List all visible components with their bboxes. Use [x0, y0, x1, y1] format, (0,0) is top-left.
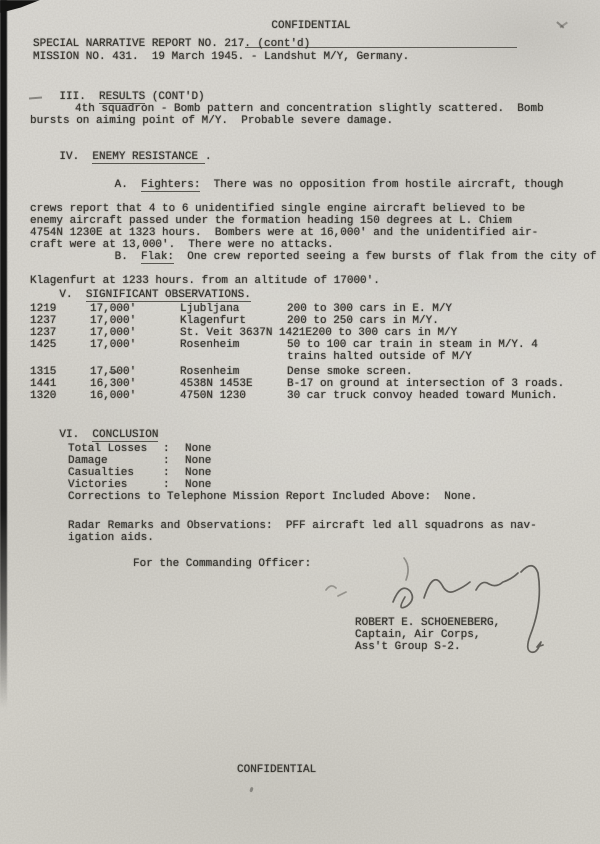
observation-remarks: 200 to 300 cars in M/Y — [312, 327, 458, 339]
observation-time: 1219 — [30, 303, 57, 315]
fighters-first-line — [75, 167, 564, 203]
observation-row — [30, 339, 594, 363]
section-results-suffix: (CONT'D) — [145, 91, 205, 103]
section-results-number: III. — [59, 91, 100, 103]
flak-paragraph-line: Klagenfurt at 1233 hours. from an altitude of 17000'. — [30, 275, 380, 287]
observation-location: Klagenfurt — [180, 315, 247, 327]
observation-remarks: Dense smoke screen. — [287, 366, 413, 378]
scan-comma-mark — [249, 787, 253, 793]
observation-altitude: 17,500' — [90, 366, 137, 378]
conclusion-item — [68, 455, 477, 467]
section-results-title: RESULTS — [99, 91, 146, 103]
conclusion-item-label: Total Losses — [68, 443, 148, 455]
radar-remarks — [68, 520, 537, 544]
observation-remarks: 30 car truck convoy headed toward Munich. — [287, 390, 558, 402]
observation-row — [30, 303, 594, 315]
conclusion-item-label: Damage — [68, 455, 108, 467]
signature-block — [355, 617, 500, 653]
observation-time: 1237 — [30, 327, 57, 339]
observations-table — [30, 303, 594, 402]
conclusion-item-label: Casualties — [68, 467, 135, 479]
report-header — [33, 38, 409, 64]
observation-location: Rosenheim — [180, 366, 240, 378]
results-paragraph — [30, 103, 544, 127]
classification-top-text: CONFIDENTIAL — [271, 20, 351, 32]
conclusion-item-colon: : — [163, 467, 170, 479]
observation-time: 1320 — [30, 390, 57, 402]
section-conclusion-number: VI. — [59, 429, 93, 441]
observation-location: Rosenheim — [180, 339, 240, 351]
signature-salutation: For the Commanding Officer: — [133, 558, 312, 570]
observation-location: 4538N 1453E — [180, 378, 253, 390]
conclusion-item-label: Victories — [68, 479, 128, 491]
observation-remarks: B-17 on ground at intersection of 3 roads. — [287, 378, 565, 390]
mission-line: MISSION NO. 431. 19 March 1945. - Landshut M/Y, Germany. — [33, 51, 410, 63]
section-conclusion-title: CONCLUSION — [92, 429, 159, 441]
fighters-item-letter: A. — [114, 179, 142, 191]
conclusion-item-value: None — [185, 467, 212, 479]
flak-first-line — [75, 239, 597, 275]
observation-altitude: 17,000' — [90, 327, 137, 339]
observation-remarks: 200 to 250 cars in M/Y. — [287, 315, 439, 327]
observation-row — [30, 390, 594, 402]
conclusion-item — [68, 443, 477, 455]
signer-role: Ass't Group S-2. — [355, 641, 461, 653]
conclusion-item — [68, 479, 477, 491]
conclusion-item — [68, 467, 477, 479]
fighters-paragraph-line: enemy aircraft passed under the formation heading 150 degrees at L. Chiem — [30, 215, 512, 227]
radar-remarks-line: igation aids. — [68, 532, 154, 544]
report-title-line: SPECIAL NARRATIVE REPORT NO. 217. (cont'd) — [33, 38, 311, 50]
signer-rank: Captain, Air Corps, — [355, 629, 481, 641]
observation-time: 1425 — [30, 339, 57, 351]
conclusion-item-colon: : — [163, 479, 170, 491]
section-enemy-title: ENEMY RESISTANCE — [92, 151, 205, 164]
flak-intro-text: One crew reported seeing a few bursts of flak from the city of — [174, 251, 597, 263]
fighters-keyword: Fighters: — [141, 179, 201, 191]
section-observations-title: SIGNIFICANT OBSERVATIONS. — [85, 289, 251, 301]
conclusion-item-value: None — [185, 455, 212, 467]
conclusion-list — [68, 443, 477, 503]
observation-remarks: 200 to 300 cars in E. M/Y — [287, 303, 453, 315]
conclusion-item-colon: : — [163, 443, 170, 455]
fighters-intro-text: There was no opposition from hostile aircraft, though — [200, 179, 564, 191]
scan-corner-mark — [0, 0, 40, 13]
results-paragraph-line: 4th squadron - Bomb pattern and concentration slightly scattered. Bomb — [75, 103, 544, 115]
observation-row — [30, 327, 594, 339]
observation-altitude: 17,000' — [90, 315, 137, 327]
observation-altitude: 16,000' — [90, 390, 137, 402]
section-observations-number: V. — [59, 289, 86, 301]
observation-time: 1237 — [30, 315, 57, 327]
conclusion-item-value: None — [185, 479, 212, 491]
fighters-paragraph-line: craft were at 13,000'. There were no attacks. — [30, 239, 334, 251]
radar-remarks-line: Radar Remarks and Observations: PFF aircraft led all squadrons as nav- — [68, 520, 537, 532]
fighters-paragraph-line: 4754N 1230E at 1323 hours. Bombers were at 16,000' and the unidentified air- — [30, 227, 539, 239]
observation-time: 1441 — [30, 378, 57, 390]
observation-location: Ljubljana — [180, 303, 240, 315]
conclusion-item-value: None — [185, 443, 212, 455]
classification-footer: CONFIDENTIAL — [237, 764, 317, 776]
observation-altitude: 17,000' — [90, 339, 137, 351]
observation-time: 1315 — [30, 366, 57, 378]
conclusion-item-colon: : — [163, 455, 170, 467]
corrections-line: Corrections to Telephone Mission Report Included Above: None. — [68, 491, 478, 503]
observation-row — [30, 315, 594, 327]
scan-edge-shadow — [0, 0, 7, 708]
results-paragraph-line: bursts on aiming point of M/Y. Probable severe damage. — [30, 115, 394, 127]
flak-keyword: Flak: — [141, 251, 175, 263]
flak-item-letter: B. — [114, 251, 142, 263]
observation-location: St. Veit 3637N 1421E — [180, 327, 313, 339]
section-enemy-period: . — [205, 151, 212, 163]
signer-name: ROBERT E. SCHOENEBERG, — [355, 617, 501, 629]
observation-row — [30, 378, 594, 390]
observation-row — [30, 366, 594, 378]
section-enemy-number: IV. — [59, 151, 93, 163]
fighters-paragraph-line: crews report that 4 to 6 unidentified single engine aircraft believed to be — [30, 203, 526, 215]
observation-location: 4750N 1230 — [180, 390, 247, 402]
observation-altitude: 17,000' — [90, 303, 137, 315]
observation-remarks: 50 to 100 car train in steam in M/Y. 4 trains halted outside of M/Y — [287, 339, 545, 363]
observation-altitude: 16,300' — [90, 378, 137, 390]
